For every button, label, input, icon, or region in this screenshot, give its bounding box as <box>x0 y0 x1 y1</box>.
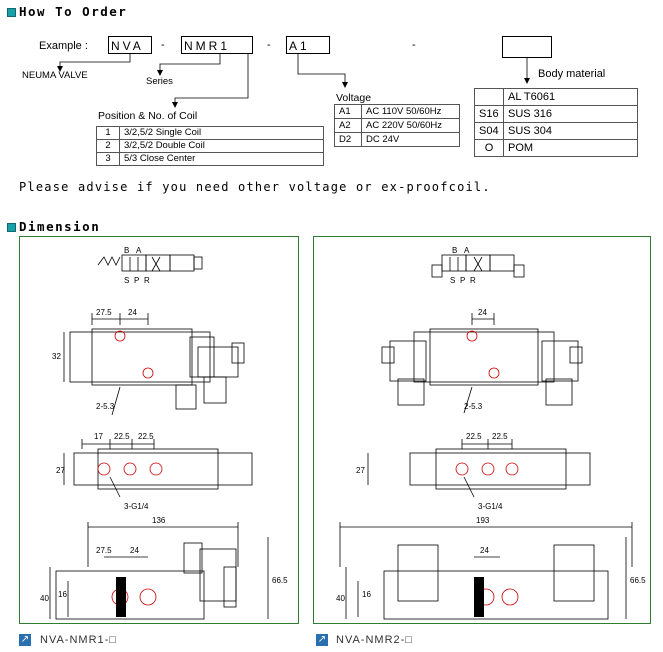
dim-label: 16 <box>58 590 67 599</box>
voltage-title: Voltage <box>336 92 372 104</box>
table-row: 2 3/2,5/2 Double Coil <box>97 140 324 153</box>
dim-label: 22.5 <box>466 432 482 441</box>
caption-nmr1-link[interactable]: NVA-NMR1-□ <box>40 634 117 646</box>
dim-label: 22.5 <box>492 432 508 441</box>
symbol-label-a: A <box>136 246 142 255</box>
dash-1: - <box>161 39 165 51</box>
dim-label: 3-G1/4 <box>478 502 503 511</box>
dim-label: 24 <box>128 308 137 317</box>
dim-label: 24 <box>478 308 487 317</box>
position-table <box>96 126 324 166</box>
dim-label: 66.5 <box>272 576 288 585</box>
table-row: 1 3/2,5/2 Single Coil <box>97 127 324 140</box>
dim-label: 24 <box>480 546 489 555</box>
dim-label: 40 <box>336 594 345 603</box>
drawing-panel-nmr2 <box>313 236 651 624</box>
series-label: Series <box>146 76 173 87</box>
drawing-nmr2 <box>314 237 650 623</box>
caption-nmr2-link[interactable]: NVA-NMR2-□ <box>336 634 413 646</box>
dim-label: 22.5 <box>114 432 130 441</box>
symbol-label-s: S <box>450 276 456 285</box>
dash-3: - <box>412 39 416 51</box>
drawing-nmr1 <box>20 237 298 623</box>
arrow-link-icon[interactable]: ↗ <box>317 634 327 645</box>
symbol-label-r: R <box>470 276 476 285</box>
symbol-label-r: R <box>144 276 150 285</box>
body-material-title: Body material <box>538 68 606 80</box>
dim-label: 2-5.3 <box>464 402 483 411</box>
body-material-table <box>474 88 638 157</box>
symbol-label-p: P <box>460 276 466 285</box>
dim-label: 22.5 <box>138 432 154 441</box>
section-bullet-icon <box>7 223 16 232</box>
table-row: A2 AC 220V 50/60Hz <box>335 119 460 133</box>
table-row: A1 AC 110V 50/60Hz <box>335 105 460 119</box>
code-nva: NVA <box>108 36 152 54</box>
dimension-title: Dimension <box>19 219 101 234</box>
dim-label: 66.5 <box>630 576 646 585</box>
symbol-label-p: P <box>134 276 140 285</box>
drawing-panel-nmr1 <box>19 236 299 624</box>
example-label: Example : <box>39 40 88 52</box>
table-row: AL T6061 <box>475 89 638 106</box>
dim-label: 193 <box>476 516 490 525</box>
dim-label: 24 <box>130 546 139 555</box>
voltage-table <box>334 104 460 147</box>
dim-label: 27.5 <box>96 308 112 317</box>
dim-label: 32 <box>52 352 61 361</box>
dash-2: - <box>267 39 271 51</box>
dim-label: 3-G1/4 <box>124 502 149 511</box>
dim-label: 27 <box>56 466 65 475</box>
table-row: O POM <box>475 140 638 157</box>
dim-label: 136 <box>152 516 166 525</box>
symbol-label-a: A <box>464 246 470 255</box>
symbol-label-b: B <box>124 246 130 255</box>
dim-label: 27 <box>356 466 365 475</box>
code-voltage: A1 <box>286 36 330 54</box>
code-nmr: NMR1 <box>181 36 253 54</box>
dim-label: 40 <box>40 594 49 603</box>
position-title: Position & No. of Coil <box>98 110 198 122</box>
how-to-order-title: How To Order <box>19 4 128 19</box>
table-row: D2 DC 24V <box>335 133 460 147</box>
table-row: 3 5/3 Close Center <box>97 153 324 166</box>
symbol-label-s: S <box>124 276 130 285</box>
neuma-valve-label: NEUMA VALVE <box>22 70 88 81</box>
dim-label: 17 <box>94 432 103 441</box>
dim-label: 27.5 <box>96 546 112 555</box>
arrow-link-icon[interactable]: ↗ <box>20 634 30 645</box>
dim-label: 16 <box>362 590 371 599</box>
dim-label: 2-5.3 <box>96 402 115 411</box>
table-row: S04 SUS 304 <box>475 123 638 140</box>
symbol-label-b: B <box>452 246 458 255</box>
table-row: S16 SUS 316 <box>475 106 638 123</box>
advise-note: Please advise if you need other voltage or ex-proofcoil. <box>19 180 491 194</box>
